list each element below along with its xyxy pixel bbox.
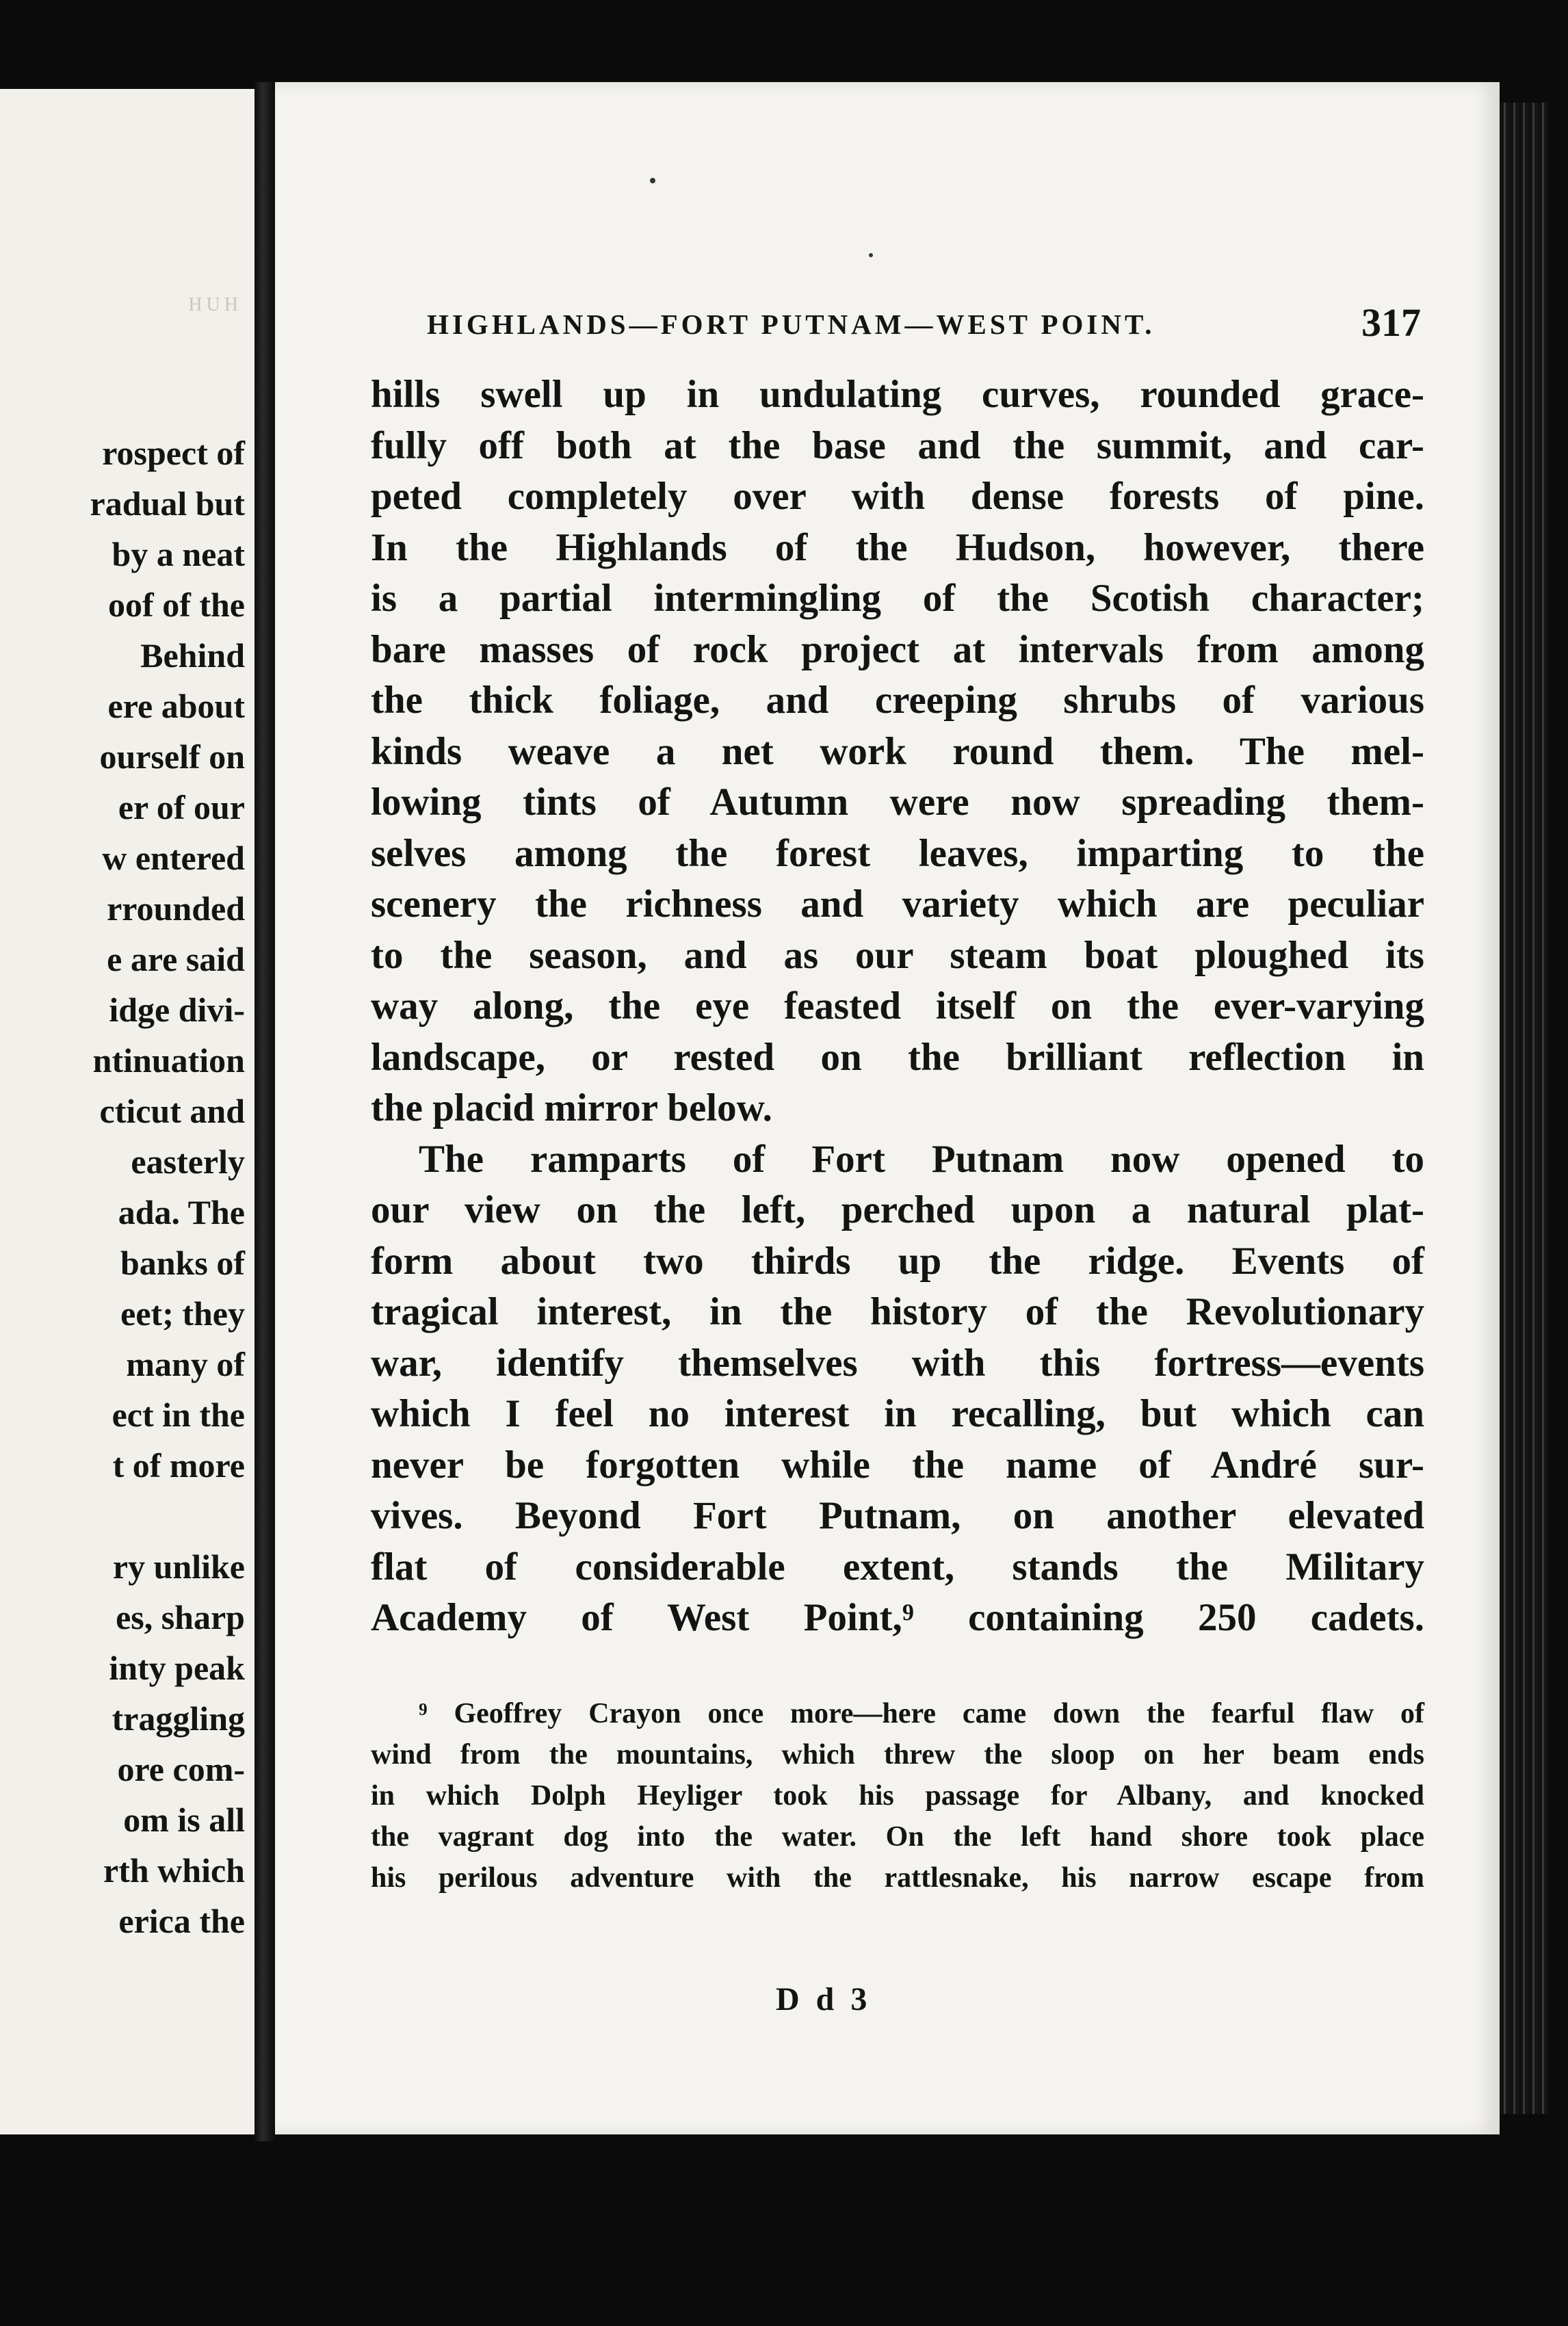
left-page-line: rospect of <box>102 434 245 472</box>
left-page-line: e are said <box>107 940 245 978</box>
left-page-text <box>0 428 245 1946</box>
text-line: The ramparts of Fort Putnam now opened to <box>419 1137 1424 1181</box>
footnote-line: wind from the mountains, which threw the sloop on her beam ends <box>371 1739 1424 1770</box>
text-line: In the Highlands of the Hudson, however, there <box>371 525 1424 569</box>
text-line: which I feel no interest in recalling, but which can <box>371 1392 1424 1435</box>
text-line: the thick foliage, and creeping shrubs of various <box>371 679 1424 722</box>
left-page-line: traggling <box>112 1699 245 1738</box>
left-page-line: ada. The <box>118 1193 245 1231</box>
left-page-line: ere about <box>107 687 245 725</box>
left-page-line: easterly <box>131 1142 245 1181</box>
footnote-line: his perilous adventure with the rattlesnake, his narrow escape from <box>371 1862 1424 1894</box>
text-line: tragical interest, in the history of the Revolutionary <box>371 1290 1424 1333</box>
left-page-line <box>0 1491 245 1541</box>
text-line: flat of considerable extent, stands the Military <box>371 1545 1424 1589</box>
left-page-line: ry unlike <box>112 1547 245 1586</box>
running-head: HIGHLANDS—FORT PUTNAM—WEST POINT. <box>427 309 1155 340</box>
left-page-line: Behind <box>140 636 245 675</box>
text-line: kinds weave a net work round them. The mel- <box>371 729 1424 773</box>
text-line: fully off both at the base and the summit, and car- <box>371 423 1424 467</box>
text-line: war, identify themselves with this fortress—events <box>371 1341 1424 1385</box>
left-page-line: ore com- <box>117 1750 245 1788</box>
signature-mark: D d 3 <box>776 1981 872 2017</box>
paper-speck <box>650 178 655 183</box>
left-page-line: t of more <box>112 1446 245 1485</box>
left-page-header-fragment: HUH <box>188 294 242 315</box>
left-page <box>0 89 259 2134</box>
text-line: Academy of West Point,⁹ containing 250 cadets. <box>371 1596 1424 1639</box>
footnote-line: the vagrant dog into the water. On the left hand shore took place <box>371 1821 1424 1853</box>
page-edge <box>1500 103 1547 2114</box>
book-gutter <box>254 82 275 2141</box>
left-page-line: om is all <box>123 1801 245 1839</box>
left-page-line: rrounded <box>107 889 245 928</box>
text-line: scenery the richness and variety which are peculiar <box>371 883 1424 926</box>
text-line: the placid mirror below. <box>371 1086 772 1129</box>
left-page-line: radual but <box>90 484 245 523</box>
left-page-line: by a neat <box>112 535 245 573</box>
text-line: way along, the eye feasted itself on the ever-varying <box>371 984 1424 1028</box>
left-page-line: cticut and <box>99 1092 245 1130</box>
text-line: hills swell up in undulating curves, rounded grace- <box>371 373 1424 416</box>
footnote-line: ⁹ Geoffrey Crayon once more—here came down the fearful flaw of <box>419 1698 1424 1729</box>
text-line: bare masses of rock project at intervals from among <box>371 627 1424 671</box>
footnote-line: in which Dolph Heyliger took his passage for Albany, and knocked <box>371 1780 1424 1812</box>
text-line: peted completely over with dense forests of pine. <box>371 475 1424 518</box>
text-line: our view on the left, perched upon a natural plat- <box>371 1188 1424 1231</box>
right-page <box>275 82 1500 2134</box>
paper-speck <box>869 253 873 257</box>
text-line: form about two thirds up the ridge. Events of <box>371 1239 1424 1283</box>
text-line: to the season, and as our steam boat ploughed its <box>371 933 1424 977</box>
left-page-line: er of our <box>118 788 245 826</box>
left-page-line: w entered <box>102 839 245 877</box>
left-page-line: ect in the <box>112 1396 245 1434</box>
left-page-line: banks of <box>120 1244 245 1282</box>
left-page-line: many of <box>126 1345 245 1383</box>
text-line: never be forgotten while the name of André sur- <box>371 1443 1424 1487</box>
footnote <box>371 1693 1424 1898</box>
left-page-line: ourself on <box>99 737 245 776</box>
left-page-line: erica the <box>118 1902 245 1940</box>
text-line: is a partial intermingling of the Scotish character; <box>371 577 1424 620</box>
left-page-line: rth which <box>103 1851 245 1890</box>
left-page-line: oof of the <box>108 586 245 624</box>
left-page-line: ntinuation <box>92 1041 245 1080</box>
body-text <box>371 369 1424 1644</box>
text-line: landscape, or rested on the brilliant reflection in <box>371 1035 1424 1079</box>
left-page-line: idge divi- <box>109 991 245 1029</box>
page-number: 317 <box>1361 300 1421 345</box>
text-line: selves among the forest leaves, imparting to the <box>371 831 1424 875</box>
left-page-line: inty peak <box>109 1649 245 1687</box>
text-line: vives. Beyond Fort Putnam, on another elevated <box>371 1494 1424 1537</box>
left-page-line: es, sharp <box>116 1598 245 1636</box>
left-page-line: eet; they <box>120 1294 245 1333</box>
text-line: lowing tints of Autumn were now spreading them- <box>371 781 1424 824</box>
